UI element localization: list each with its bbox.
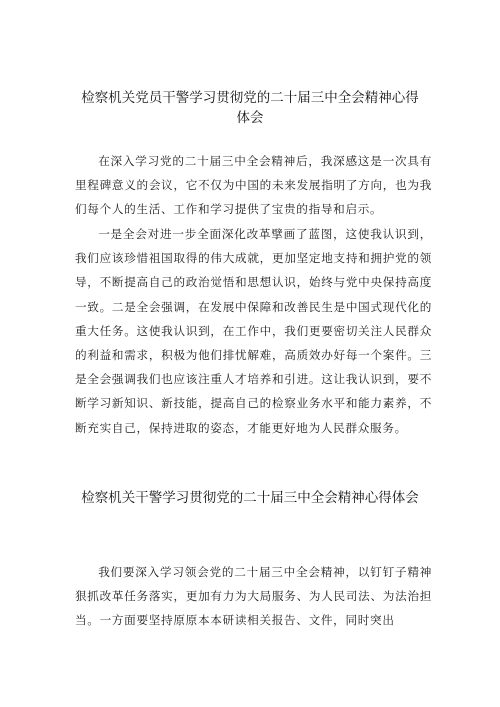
- section-1-paragraph-1: 在深入学习党的二十届三中全会精神后，我深感这是一次具有里程碑意义的会议，它不仅为中国的未来发展指明了方向，也为我们每个人的生活、工作和学习提供了宝贵的指导和启示。: [75, 154, 432, 217]
- section-2-paragraph-1: 我们要深入学习领会党的二十届三中全会精神，以钉钉子精神狠抓改革任务落实，更加有力为大局服务、为人民司法、为法治担当。一方面要坚持原原本本研读相关报告、文件，同时突出: [75, 565, 432, 628]
- section-1-paragraph-2: 一是全会对进一步全面深化改革擘画了蓝图，这使我认识到，我们应该珍惜祖国取得的伟大成就，更加坚定地支持和拥护党的领导，不断提高自己的政治觉悟和思想认识，始终与党中央保持高度一致。二是全会强调，在发展中保障和改善民生是中国式现代化的重大任务。这使我认识到，在工作中，我们更要密切关注人民群众的利益和需求，积极为他们排忧解难，高质效办好每一个案件。三是全会强调我们也应该注重人才培养和引进。这让我认识到，要不断学习新知识、新技能，提高自己的检察业务水平和能力素养，不断充实自己，保持进取的姿态，才能更好地为人民群众服务。: [75, 227, 432, 435]
- section-2-title: 检察机关干警学习贯彻党的二十届三中全会精神心得体会: [81, 490, 419, 506]
- section-1-title: 检察机关党员干警学习贯彻党的二十届三中全会精神心得体会: [81, 90, 419, 126]
